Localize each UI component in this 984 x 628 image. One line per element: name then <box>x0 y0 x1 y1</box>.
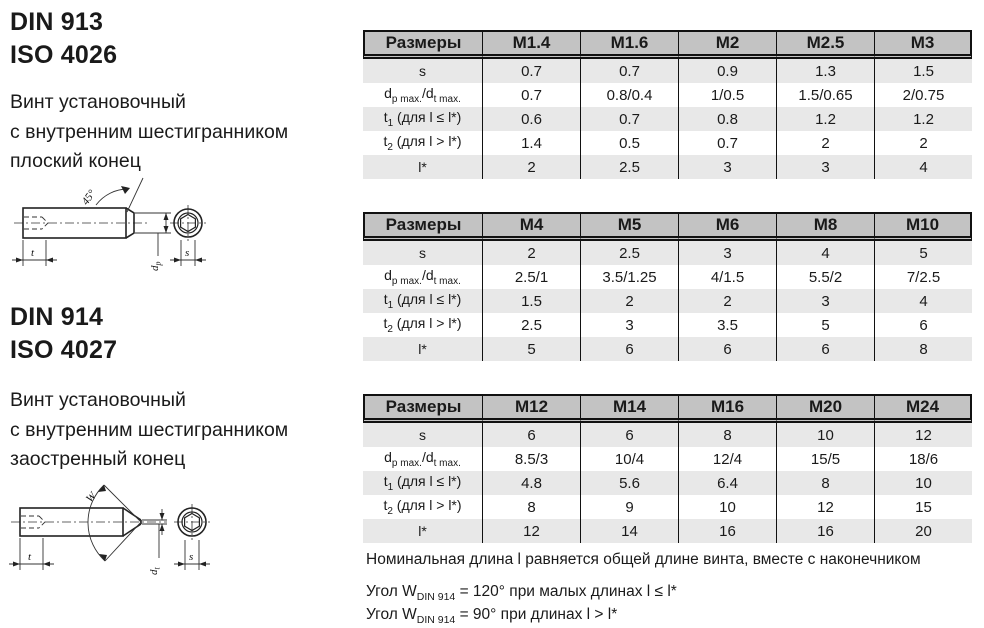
s-arrow-right <box>195 258 202 263</box>
value-cell: 8 <box>678 423 776 447</box>
chamfer-arrow <box>121 186 130 194</box>
value-cell: 0.8/0.4 <box>580 83 678 107</box>
value-cell: 18/6 <box>874 447 972 471</box>
description-din914 <box>10 386 288 475</box>
row-label: l* <box>418 159 427 175</box>
value-cell: 10/4 <box>580 447 678 471</box>
column-header: M20 <box>776 394 874 423</box>
value-cell: 4 <box>874 155 972 179</box>
standard-codes-din913 <box>10 6 117 72</box>
dimensions-table-m1-4-to-m3 <box>363 30 972 179</box>
dt-extension-lines <box>142 520 167 558</box>
value-cell: 4/1.5 <box>678 265 776 289</box>
note-angle-90: Угол $W_{DIN 914} = 90^\circ$ при длинах l > l* <box>366 606 618 627</box>
value-cell: 12 <box>874 423 972 447</box>
row-label: l* <box>418 341 427 357</box>
value-cell: 10 <box>776 423 874 447</box>
value-cell: 4.8 <box>482 471 580 495</box>
value-cell: 6 <box>580 337 678 361</box>
row-label: $d_{p max.}/d_{t max.}$ <box>384 85 461 105</box>
value-cell: 12 <box>482 519 580 543</box>
value-cell: 1.2 <box>776 107 874 131</box>
column-header: M12 <box>482 394 580 423</box>
row-label: $t_2$ (для l > l*) <box>383 133 462 153</box>
value-cell: 2/0.75 <box>874 83 972 107</box>
column-header: M24 <box>874 394 972 423</box>
value-cell: 16 <box>776 519 874 543</box>
value-cell: 5.6 <box>580 471 678 495</box>
column-header: M1.4 <box>482 30 580 59</box>
table-row <box>363 495 972 519</box>
value-cell: 9 <box>580 495 678 519</box>
value-cell: 5 <box>482 337 580 361</box>
row-label: $t_2$ (для l > l*) <box>383 497 462 517</box>
end-view-centerline <box>170 205 206 241</box>
t-arrow-left <box>16 258 23 263</box>
value-cell: 3.5 <box>678 313 776 337</box>
value-cell: 8 <box>776 471 874 495</box>
row-label: $t_1$ (для l ≤ l*) <box>383 109 462 129</box>
value-cell: 5 <box>874 241 972 265</box>
dim-label-s: s <box>189 551 194 563</box>
row-label: $d_{p max.}/d_{t max.}$ <box>384 267 461 287</box>
value-cell: 2.5 <box>580 155 678 179</box>
value-cell: 4 <box>776 241 874 265</box>
value-cell: 0.7 <box>678 131 776 155</box>
table-row <box>363 83 972 107</box>
table-header-row <box>363 212 972 241</box>
value-cell: 10 <box>678 495 776 519</box>
table-row <box>363 471 972 495</box>
iso-code: ISO 4027 <box>10 336 118 364</box>
table-header-row <box>363 394 972 423</box>
row-label: $d_{p max.}/d_{t max.}$ <box>384 449 461 469</box>
row-label: $t_2$ (для l > l*) <box>383 315 462 335</box>
drawing-din913-flat-point-screw <box>8 170 236 278</box>
header-razmery: Размеры <box>363 394 482 423</box>
table-row <box>363 155 972 179</box>
value-cell: 1/0.5 <box>678 83 776 107</box>
table-row <box>363 447 972 471</box>
row-label: s <box>419 245 426 261</box>
row-label: s <box>419 63 426 79</box>
column-header: M1.6 <box>580 30 678 59</box>
value-cell: 2.5 <box>580 241 678 265</box>
dim-label-t: t <box>28 551 32 563</box>
value-cell: 12 <box>776 495 874 519</box>
value-cell: 8.5/3 <box>482 447 580 471</box>
value-cell: 12/4 <box>678 447 776 471</box>
table-header-row <box>363 30 972 59</box>
table-row <box>363 131 972 155</box>
t-extension-lines <box>23 240 46 266</box>
row-label: $t_1$ (для l ≤ l*) <box>383 291 462 311</box>
value-cell: 8 <box>482 495 580 519</box>
value-cell: 2 <box>776 131 874 155</box>
row-label: $t_1$ (для l ≤ l*) <box>383 473 462 493</box>
value-cell: 1.3 <box>776 59 874 83</box>
value-cell: 2.5 <box>482 313 580 337</box>
value-cell: 8 <box>874 337 972 361</box>
value-cell: 2 <box>482 155 580 179</box>
value-cell: 2 <box>482 241 580 265</box>
chamfer-leader <box>127 178 143 212</box>
value-cell: 3 <box>776 289 874 313</box>
table-row <box>363 337 972 361</box>
dp-arrow-top <box>164 213 169 220</box>
table-row <box>363 289 972 313</box>
value-cell: 6.4 <box>678 471 776 495</box>
value-cell: 1.5/0.65 <box>776 83 874 107</box>
dim-label-angle: W <box>83 490 99 505</box>
column-header: M8 <box>776 212 874 241</box>
column-header: M4 <box>482 212 580 241</box>
value-cell: 3.5/1.25 <box>580 265 678 289</box>
value-cell: 3 <box>678 155 776 179</box>
drawing-din914-cone-point-screw <box>5 472 235 584</box>
value-cell: 3 <box>678 241 776 265</box>
description-line: с внутренним шестигранником <box>10 418 289 441</box>
dim-label-angle: 45° <box>79 187 99 208</box>
dim-label-dp: $d_p$ <box>149 261 163 271</box>
value-cell: 10 <box>874 471 972 495</box>
din-code: DIN 914 <box>10 303 104 331</box>
t-arrow-right <box>46 258 53 263</box>
chamfer-arc <box>96 189 128 205</box>
dimensions-table-m12-to-m24 <box>363 394 972 543</box>
description-line: заостренный конец <box>10 448 186 470</box>
description-line: плоский конец <box>10 150 141 172</box>
value-cell: 2 <box>874 131 972 155</box>
column-header: M14 <box>580 394 678 423</box>
note-angle-120: Угол $W_{DIN 914} = 120^\circ$ при малых длинах l ≤ l* <box>366 583 677 604</box>
dim-label-s: s <box>185 247 190 259</box>
row-label: l* <box>418 523 427 539</box>
note-nominal-length: Номинальная длина l равняется общей длине винта, вместе с наконечником <box>366 551 921 568</box>
column-header: M16 <box>678 394 776 423</box>
t-arrow-right <box>43 562 50 567</box>
value-cell: 15 <box>874 495 972 519</box>
value-cell: 6 <box>580 423 678 447</box>
header-razmery: Размеры <box>363 30 482 59</box>
value-cell: 1.5 <box>482 289 580 313</box>
dp-arrow-bottom <box>164 226 169 233</box>
t-extension-lines <box>20 538 43 570</box>
end-view-centerline <box>174 504 210 540</box>
value-cell: 2 <box>580 289 678 313</box>
standard-codes-din914 <box>10 301 117 367</box>
value-cell: 3 <box>580 313 678 337</box>
column-header: M3 <box>874 30 972 59</box>
value-cell: 6 <box>678 337 776 361</box>
value-cell: 16 <box>678 519 776 543</box>
table-row <box>363 519 972 543</box>
column-header: M5 <box>580 212 678 241</box>
value-cell: 3 <box>776 155 874 179</box>
value-cell: 20 <box>874 519 972 543</box>
column-header: M2.5 <box>776 30 874 59</box>
dim-label-t: t <box>31 247 35 259</box>
value-cell: 5 <box>776 313 874 337</box>
description-line: Винт установочный <box>10 389 186 411</box>
value-cell: 6 <box>874 313 972 337</box>
column-header: M2 <box>678 30 776 59</box>
value-cell: 1.2 <box>874 107 972 131</box>
dt-arrow-bottom <box>160 524 165 531</box>
value-cell: 0.7 <box>580 59 678 83</box>
value-cell: 2 <box>678 289 776 313</box>
dim-label-dt: $d_t$ <box>148 567 162 575</box>
s-arrow-left <box>178 562 185 567</box>
value-cell: 0.7 <box>482 83 580 107</box>
value-cell: 0.7 <box>580 107 678 131</box>
value-cell: 6 <box>776 337 874 361</box>
table-row <box>363 59 972 83</box>
value-cell: 4 <box>874 289 972 313</box>
row-label: s <box>419 427 426 443</box>
header-razmery: Размеры <box>363 212 482 241</box>
value-cell: 2.5/1 <box>482 265 580 289</box>
value-cell: 15/5 <box>776 447 874 471</box>
value-cell: 1.5 <box>874 59 972 83</box>
table-row <box>363 313 972 337</box>
s-arrow-right <box>199 562 206 567</box>
table-row <box>363 107 972 131</box>
value-cell: 0.9 <box>678 59 776 83</box>
description-line: Винт установочный <box>10 91 186 113</box>
value-cell: 0.6 <box>482 107 580 131</box>
value-cell: 5.5/2 <box>776 265 874 289</box>
description-din913 <box>10 88 288 177</box>
description-line: с внутренним шестигранником <box>10 120 289 143</box>
s-arrow-left <box>174 258 181 263</box>
value-cell: 0.8 <box>678 107 776 131</box>
table-row <box>363 265 972 289</box>
value-cell: 14 <box>580 519 678 543</box>
value-cell: 0.5 <box>580 131 678 155</box>
column-header: M6 <box>678 212 776 241</box>
din-code: DIN 913 <box>10 8 104 36</box>
value-cell: 1.4 <box>482 131 580 155</box>
value-cell: 7/2.5 <box>874 265 972 289</box>
table-row <box>363 241 972 265</box>
dimensions-table-m4-to-m10 <box>363 212 972 361</box>
t-arrow-left <box>13 562 20 567</box>
table-row <box>363 423 972 447</box>
value-cell: 0.7 <box>482 59 580 83</box>
dt-arrow-top <box>160 513 165 520</box>
iso-code: ISO 4026 <box>10 41 118 69</box>
column-header: M10 <box>874 212 972 241</box>
value-cell: 6 <box>482 423 580 447</box>
